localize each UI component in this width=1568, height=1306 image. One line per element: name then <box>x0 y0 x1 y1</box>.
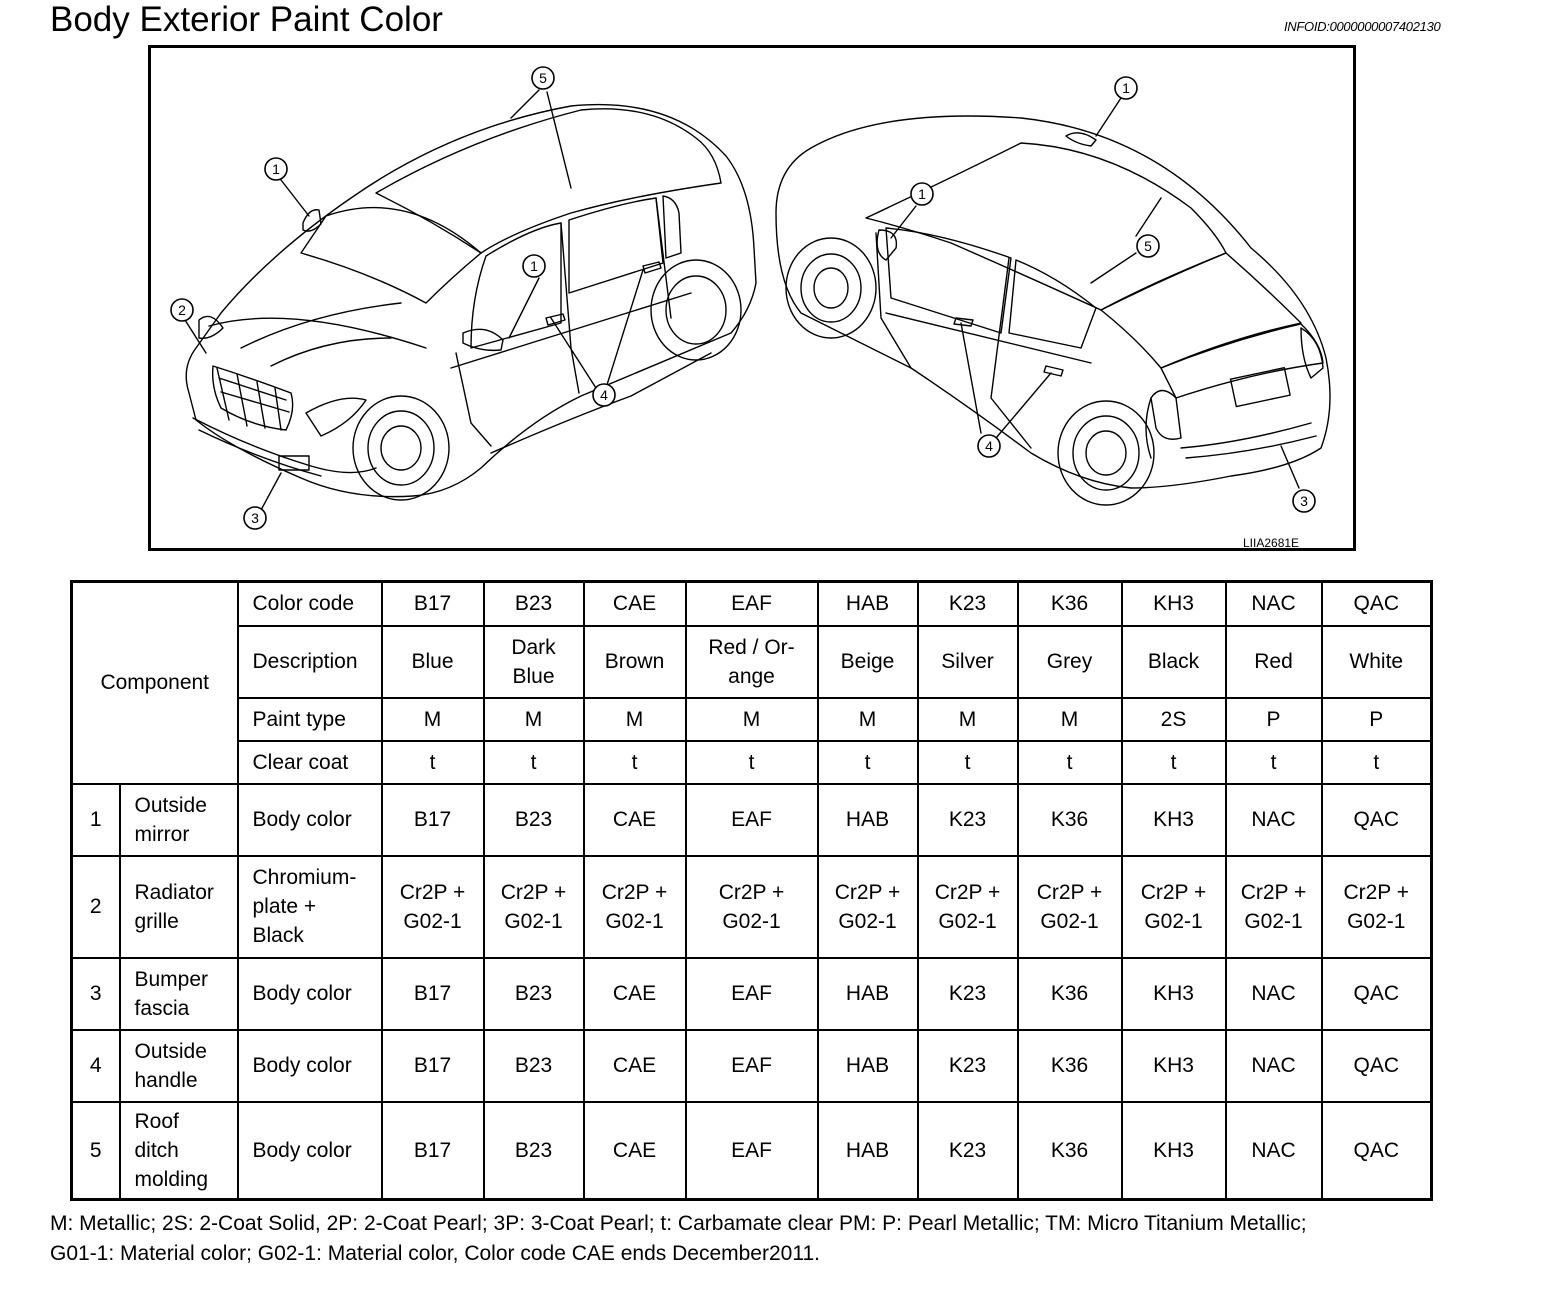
header-label: Clear coat <box>238 741 382 784</box>
color-paint-type: M <box>1018 698 1122 741</box>
color-paint-type: M <box>918 698 1018 741</box>
color-description: White <box>1322 626 1432 698</box>
callout-label: 1 <box>272 161 280 177</box>
color-value: CAE <box>584 958 686 1030</box>
color-code: EAF <box>686 582 818 626</box>
color-description: Beige <box>818 626 918 698</box>
color-value: K23 <box>918 784 1018 856</box>
callout-label: 3 <box>1300 493 1308 509</box>
callout-label: 2 <box>178 302 186 318</box>
header-label: Color code <box>238 582 382 626</box>
footnote-line: G01-1: Material color; G02-1: Material color, Color code CAE ends December2011. <box>50 1242 820 1265</box>
color-value: Cr2P + G02-1 <box>686 856 818 958</box>
rear-car-drawing <box>776 98 1330 505</box>
info-id: INFOID:0000000007402130 <box>1284 19 1441 34</box>
color-clear-coat: t <box>686 741 818 784</box>
component-name: Radiator grille <box>120 856 238 958</box>
color-value: QAC <box>1322 1102 1432 1200</box>
color-clear-coat: t <box>1226 741 1322 784</box>
color-value: KH3 <box>1122 1102 1226 1200</box>
color-description: Blue <box>382 626 484 698</box>
color-value: B17 <box>382 958 484 1030</box>
color-code: KH3 <box>1122 582 1226 626</box>
color-value: Cr2P + G02-1 <box>918 856 1018 958</box>
color-value: K23 <box>918 1102 1018 1200</box>
color-value: Cr2P + G02-1 <box>584 856 686 958</box>
color-code: K36 <box>1018 582 1122 626</box>
color-value: KH3 <box>1122 1030 1226 1102</box>
color-description: Silver <box>918 626 1018 698</box>
color-value: Cr2P + G02-1 <box>818 856 918 958</box>
color-value: K23 <box>918 1030 1018 1102</box>
color-clear-coat: t <box>818 741 918 784</box>
front-car-drawing <box>185 90 756 510</box>
color-paint-type: M <box>686 698 818 741</box>
header-row <box>72 582 1432 626</box>
color-paint-type: M <box>818 698 918 741</box>
color-value: CAE <box>584 784 686 856</box>
color-value: B23 <box>484 1102 584 1200</box>
header-row <box>72 626 1432 698</box>
component-name: Roof ditch molding <box>120 1102 238 1200</box>
color-clear-coat: t <box>918 741 1018 784</box>
color-value: NAC <box>1226 958 1322 1030</box>
color-clear-coat: t <box>484 741 584 784</box>
color-description: Dark Blue <box>484 626 584 698</box>
color-value: K36 <box>1018 958 1122 1030</box>
table-row <box>72 1030 1432 1102</box>
color-clear-coat: t <box>1322 741 1432 784</box>
paint-color-table <box>70 580 1433 1201</box>
color-code: CAE <box>584 582 686 626</box>
color-value: NAC <box>1226 1030 1322 1102</box>
footnote-line: M: Metallic; 2S: 2-Coat Solid, 2P: 2-Coat Pearl; 3P: 3-Coat Pearl; t: Carbamate clear PM: P: Pearl Metallic; TM: Micro Titanium Metallic; <box>50 1212 1307 1235</box>
color-clear-coat: t <box>584 741 686 784</box>
callout-label: 1 <box>1122 80 1130 96</box>
color-value: QAC <box>1322 958 1432 1030</box>
color-value: K36 <box>1018 784 1122 856</box>
color-value: EAF <box>686 958 818 1030</box>
table-row <box>72 1102 1432 1200</box>
component-type: Body color <box>238 958 382 1030</box>
color-value: B17 <box>382 1102 484 1200</box>
color-value: Cr2P + G02-1 <box>1018 856 1122 958</box>
header-row <box>72 698 1432 741</box>
color-value: CAE <box>584 1030 686 1102</box>
color-description: Black <box>1122 626 1226 698</box>
color-value: EAF <box>686 784 818 856</box>
footnote <box>50 1209 1510 1269</box>
color-value: K36 <box>1018 1030 1122 1102</box>
color-clear-coat: t <box>1018 741 1122 784</box>
car-line-drawing <box>151 48 1353 548</box>
callout-label: 5 <box>539 70 547 86</box>
component-number: 3 <box>72 958 120 1030</box>
component-number: 1 <box>72 784 120 856</box>
table-row <box>72 856 1432 958</box>
color-value: Cr2P + G02-1 <box>484 856 584 958</box>
color-paint-type: 2S <box>1122 698 1226 741</box>
color-description: Grey <box>1018 626 1122 698</box>
color-code: B17 <box>382 582 484 626</box>
callout-label: 4 <box>985 438 993 454</box>
callout-markers <box>171 67 1315 529</box>
color-code: K23 <box>918 582 1018 626</box>
color-value: HAB <box>818 958 918 1030</box>
color-value: QAC <box>1322 784 1432 856</box>
component-name: Bumper fascia <box>120 958 238 1030</box>
color-description: Red / Or- ange <box>686 626 818 698</box>
color-code: QAC <box>1322 582 1432 626</box>
color-code: NAC <box>1226 582 1322 626</box>
color-value: KH3 <box>1122 784 1226 856</box>
color-description: Red <box>1226 626 1322 698</box>
car-illustration <box>148 45 1356 551</box>
component-type: Body color <box>238 784 382 856</box>
color-clear-coat: t <box>1122 741 1226 784</box>
color-paint-type: P <box>1226 698 1322 741</box>
component-type: Body color <box>238 1102 382 1200</box>
component-name: Outside mirror <box>120 784 238 856</box>
component-number: 5 <box>72 1102 120 1200</box>
color-description: Brown <box>584 626 686 698</box>
color-value: B23 <box>484 958 584 1030</box>
color-value: B17 <box>382 784 484 856</box>
page-title: Body Exterior Paint Color <box>50 0 443 39</box>
color-value: EAF <box>686 1102 818 1200</box>
color-clear-coat: t <box>382 741 484 784</box>
component-type: Body color <box>238 1030 382 1102</box>
color-value: HAB <box>818 784 918 856</box>
callout-label: 1 <box>530 258 538 274</box>
color-value: B23 <box>484 784 584 856</box>
color-value: HAB <box>818 1030 918 1102</box>
figure-id: LIIA2681E <box>1243 536 1300 550</box>
color-paint-type: M <box>382 698 484 741</box>
color-value: CAE <box>584 1102 686 1200</box>
color-value: Cr2P + G02-1 <box>1322 856 1432 958</box>
callout-label: 3 <box>251 510 259 526</box>
color-value: Cr2P + G02-1 <box>1122 856 1226 958</box>
component-type: Chromium- plate + Black <box>238 856 382 958</box>
color-value: QAC <box>1322 1030 1432 1102</box>
header-row <box>72 741 1432 784</box>
color-value: NAC <box>1226 1102 1322 1200</box>
color-value: EAF <box>686 1030 818 1102</box>
color-value: HAB <box>818 1102 918 1200</box>
color-value: K23 <box>918 958 1018 1030</box>
table-row <box>72 784 1432 856</box>
component-number: 4 <box>72 1030 120 1102</box>
header-label: Paint type <box>238 698 382 741</box>
color-value: Cr2P + G02-1 <box>382 856 484 958</box>
component-name: Outside handle <box>120 1030 238 1102</box>
color-code: HAB <box>818 582 918 626</box>
color-code: B23 <box>484 582 584 626</box>
color-value: KH3 <box>1122 958 1226 1030</box>
color-value: K36 <box>1018 1102 1122 1200</box>
color-paint-type: M <box>584 698 686 741</box>
color-paint-type: P <box>1322 698 1432 741</box>
callout-label: 5 <box>1144 238 1152 254</box>
header-label: Description <box>238 626 382 698</box>
color-value: B23 <box>484 1030 584 1102</box>
table-row <box>72 958 1432 1030</box>
color-value: NAC <box>1226 784 1322 856</box>
component-header: Component <box>72 582 238 784</box>
color-value: B17 <box>382 1030 484 1102</box>
component-number: 2 <box>72 856 120 958</box>
callout-label: 4 <box>600 387 608 403</box>
color-paint-type: M <box>484 698 584 741</box>
color-value: Cr2P + G02-1 <box>1226 856 1322 958</box>
callout-label: 1 <box>918 186 926 202</box>
